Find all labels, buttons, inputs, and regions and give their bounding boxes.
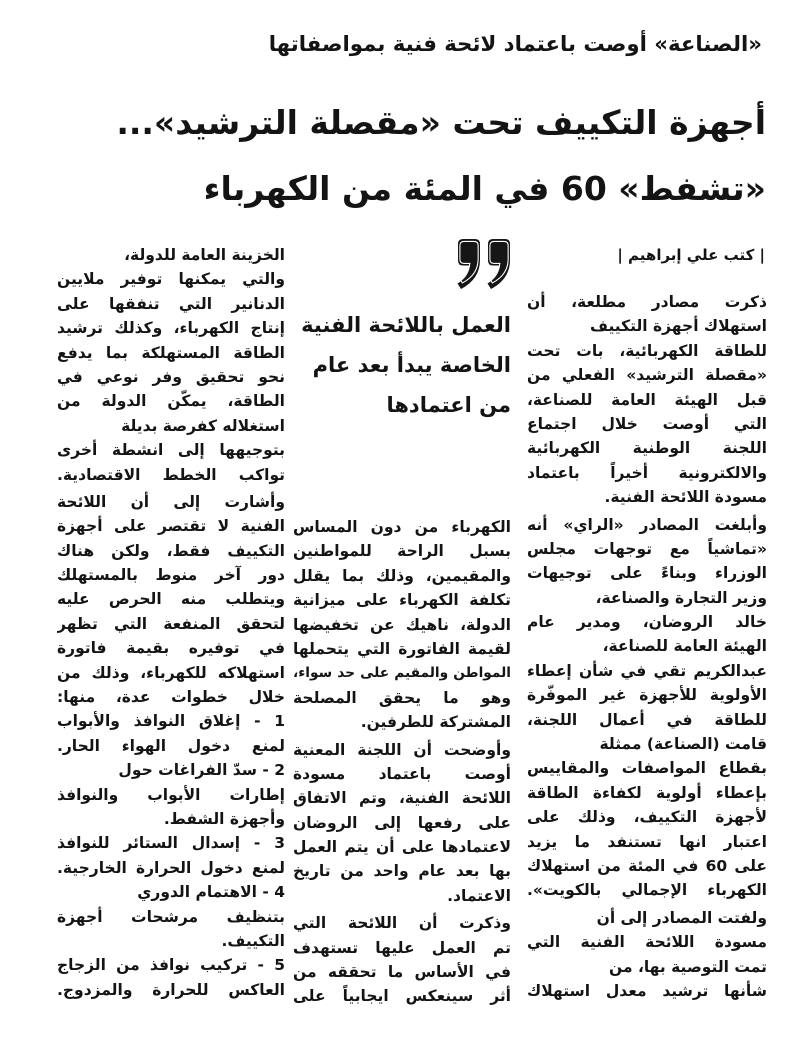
paragraph xyxy=(527,290,767,510)
text-line: لقيمة الفاتورة التي يتحملها xyxy=(293,639,511,658)
text-line: المشتركة للطرفين. xyxy=(360,713,511,732)
text-line: والمقيمين، وذلك بما يقلل xyxy=(293,566,511,585)
text-line: لتحقق المنفعة التي تظهر xyxy=(57,614,285,633)
text-line: التي أوصت خلال اجتماع xyxy=(527,414,767,433)
paragraph xyxy=(57,243,285,487)
kicker: «الصناعة» أوصت باعتماد لائحة فنية بمواصفاتها xyxy=(268,32,762,57)
text-line: تواكب الخطط الاقتصادية. xyxy=(57,465,285,484)
text-line: وأبلغت المصادر «الراي» أنه xyxy=(527,515,767,534)
text-line: لمنع دخول الحرارة الخارجية. xyxy=(57,858,285,877)
text-line: بتوجيهها إلى انشطة أخرى xyxy=(57,441,285,460)
text-line: مسودة اللائحة الفنية التي xyxy=(527,933,767,952)
paragraph xyxy=(527,906,767,1004)
text-line: ويتطلب منه الحرص عليه xyxy=(57,590,285,609)
column-left xyxy=(57,243,285,1002)
headline-line: أجهزة التكييف تحت «مقصلة الترشيد»... xyxy=(116,103,766,142)
text-line: شأنها ترشيد معدل استهلاك xyxy=(527,981,767,1000)
text-line: بإعطاء أولوية لكفاءة الطاقة xyxy=(527,783,767,802)
quote-mark-icon xyxy=(455,238,511,290)
text-line: مسودة اللائحة الفنية. xyxy=(604,488,767,507)
step-item xyxy=(57,831,285,880)
step-item xyxy=(57,880,285,953)
text-line: لمنع دخول الهواء الحار. xyxy=(57,736,285,755)
text-line: 3 - إسدال الستائر للنوافذ xyxy=(57,834,285,853)
text-line: التكييف فقط، ولكن هناك xyxy=(57,541,285,560)
text-line: الطاقة المستهلكة بما يدفع xyxy=(57,343,285,362)
text-line: وأوضحت أن اللجنة المعنية xyxy=(293,740,511,759)
column-right xyxy=(527,290,767,1003)
text-line: للطاقة الكهربائية، بات تحت xyxy=(527,341,767,360)
paragraph xyxy=(293,515,511,735)
text-line: أوصت باعتماد مسودة xyxy=(293,764,511,783)
text-line: بسبل الراحة للمواطنين xyxy=(293,542,511,561)
text-line: إطارات الأبواب والنوافذ xyxy=(57,785,285,804)
step-item xyxy=(57,709,285,758)
text-line: تم العمل عليها تستهدف xyxy=(293,938,511,957)
text-line: الوزراء وبناءً على توجيهات xyxy=(527,564,767,583)
text-line: «مقصلة الترشيد» الفعلي من xyxy=(527,366,767,385)
pull-quote-line: الخاصة يبدأ بعد عام xyxy=(312,353,511,377)
text-line: بها بعد عام واحد من تاريخ xyxy=(293,862,511,881)
text-line: الدولة، ناهيك عن تخفيضها xyxy=(293,615,511,634)
text-line: اعتبار انها تستنفد ما يزيد xyxy=(527,832,767,851)
text-line: وزير التجارة والصناعة، xyxy=(595,588,767,607)
text-line: المواطن والمقيم على حد سواء، xyxy=(293,665,511,682)
left-paragraphs xyxy=(57,243,285,709)
text-line: وأشارت إلى أن اللائحة xyxy=(57,492,285,511)
text-line: والالكترونية أخيراً باعتماد xyxy=(527,463,767,482)
text-line: الخزينة العامة للدولة، xyxy=(124,246,285,264)
text-line: تمت التوصية بها، من xyxy=(609,957,767,976)
text-line: العاكس للحرارة والمزدوج. xyxy=(57,980,285,999)
text-line: الكهرباء الإجمالي بالكويت». xyxy=(527,881,767,900)
pull-quote-line: العمل باللائحة الفنية xyxy=(301,313,511,337)
text-line: لاعتمادها على أن يتم العمل xyxy=(293,838,511,857)
step-item xyxy=(57,953,285,1002)
text-line: 4 - الاهتمام الدوري xyxy=(137,883,285,902)
pull-quote-line: من اعتمادها xyxy=(386,393,511,417)
text-line: والتي يمكنها توفير ملايين xyxy=(57,270,285,289)
text-line: بتنظيف مرشحات أجهزة xyxy=(57,907,285,926)
text-line: خالد الروضان، ومدير عام xyxy=(527,613,767,632)
paragraph xyxy=(527,513,767,903)
text-line: وذكرت أن اللائحة التي xyxy=(293,914,511,933)
text-line: 1 - إغلاق النوافذ والأبواب xyxy=(57,712,285,731)
text-line: للطاقة في أعمال اللجنة، xyxy=(527,710,767,729)
text-line: استغلاله كفرصة بديلة xyxy=(121,416,285,435)
text-line: اللائحة الفنية، وتم الاتفاق xyxy=(293,789,511,808)
headline-line: «تشفط» 60 في المئة من الكهرباء xyxy=(203,169,766,208)
text-line: قامت (الصناعة) ممثلة xyxy=(599,735,767,754)
text-line: إنتاج الكهرباء، وكذلك ترشيد xyxy=(57,319,285,338)
text-line: دور آخر منوط بالمستهلك xyxy=(57,566,285,585)
text-line: الأولوية للأجهزة غير الموفّرة xyxy=(527,686,767,705)
text-line: استهلاك أجهزة التكييف xyxy=(590,317,767,336)
text-line: ولفتت المصادر إلى أن xyxy=(596,908,767,927)
text-line: أثر سينعكس ايجابياً على xyxy=(293,987,511,1006)
text-line: تكلفة الكهرباء على ميزانية xyxy=(293,591,511,610)
text-line: الدنانير التي تنفقها على xyxy=(57,294,285,313)
step-item xyxy=(57,758,285,831)
text-line: بقطاع المواصفات والمقاييس xyxy=(527,759,767,778)
paragraph xyxy=(293,911,511,1009)
text-line: نحو تحقيق وفر نوعي في xyxy=(57,367,285,386)
column-middle xyxy=(293,515,511,1009)
text-line: «تماشياً مع توجهات مجلس xyxy=(527,539,767,558)
text-line: ذكرت مصادر مطلعة، أن xyxy=(527,293,767,311)
text-line: وأجهزة الشفط. xyxy=(163,809,285,828)
paragraph xyxy=(57,490,285,710)
text-line: الاعتماد. xyxy=(447,886,511,905)
text-line: قبل الهيئة العامة للصناعة، xyxy=(527,390,767,409)
pull-quote xyxy=(293,305,511,425)
text-line: لأجهزة التكييف، وذلك على xyxy=(527,808,767,827)
text-line: على رفعها إلى الروضان xyxy=(293,813,511,832)
text-line: على 60 في المئة من استهلاك xyxy=(527,856,767,875)
text-line: عبدالكريم تقي في شأن إعطاء xyxy=(527,661,767,680)
text-line: 5 - تركيب نوافذ من الزجاج xyxy=(57,956,285,975)
text-line: في توفيره بقيمة فاتورة xyxy=(57,639,285,658)
text-line: اللجنة الوطنية الكهربائية xyxy=(527,439,767,458)
text-line: استهلاكه للكهرباء، وذلك من xyxy=(57,663,285,682)
byline: | كتب علي إبراهيم | xyxy=(617,246,765,264)
steps-list xyxy=(57,709,285,1002)
text-line: الفنية لا تقتصر على أجهزة xyxy=(57,517,285,536)
text-line: في الأساس ما تحققه من xyxy=(293,963,511,982)
text-line: التكييف. xyxy=(221,931,285,950)
text-line: وهو ما يحقق المصلحة xyxy=(293,688,511,707)
paragraph xyxy=(293,738,511,909)
text-line: الطاقة، يمكّن الدولة من xyxy=(57,392,285,411)
text-line: الكهرباء من دون المساس xyxy=(293,518,511,536)
text-line: خلال خطوات عدة، منها: xyxy=(57,688,285,707)
text-line: 2 - سدّ الفراغات حول xyxy=(118,761,285,780)
text-line: الهيئة العامة للصناعة، xyxy=(602,637,767,656)
